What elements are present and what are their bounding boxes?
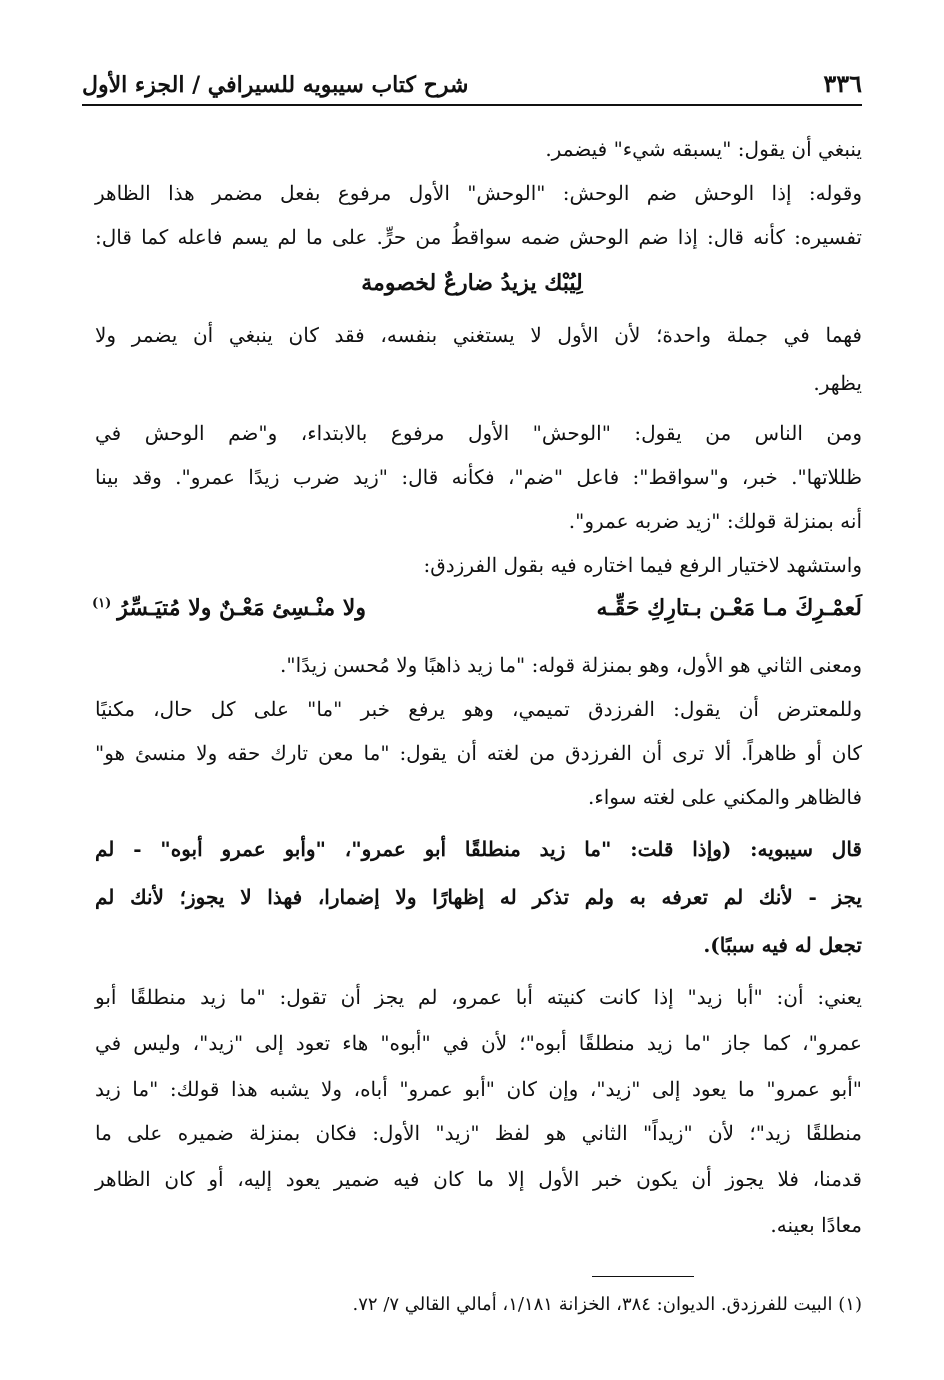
text-line: ومن الناس من يقول: "الوحش" الأول مرفوع بالابتداء، و"ضم الوحش في [95, 421, 862, 445]
poetry-verse [92, 586, 862, 630]
text-line: أنه بمنزلة قولك: "زيد ضربه عمرو". [568, 509, 862, 533]
quote-line: يجز - لأنك لم تعرفه به ولم تذكر له إظهارًا ولا إضمارا، فهذا لا يجوز؛ لأنك لم [95, 885, 862, 909]
running-header [82, 60, 862, 98]
page-number: ٣٣٦ [823, 69, 862, 98]
text-line: يظهر. [813, 371, 862, 395]
quote-line: تجعل له فيه سببًا). [703, 933, 862, 957]
text-line: تفسيره: كأنه قال: إذا ضم الوحش ضمه سواقطُ من حرٍّ. على ما لم يسم فاعله كما قال: [95, 225, 862, 249]
text-line: ظللاتها". خبر، و"سواقط": فاعل "ضم"، فكأنه قال: "زيد ضرب زيدًا عمرو". وقد بينا [95, 465, 862, 489]
text-line: كان أو ظاهراً. ألا ترى أن الفرزدق من لغته أن يقول: "ما معن تارك حقه ولا منسئ هو" [95, 741, 862, 765]
text-line: فهما في جملة واحدة؛ لأن الأول لا يستغني بنفسه، فقد كان ينبغي أن يضمر ولا [95, 323, 862, 347]
quote-line: قال سيبويه: (وإذا قلت: "ما زيد منطلقًا أبو عمرو"، "وأبو عمرو أبوه" - لم [95, 837, 862, 861]
verse-first-hemistich: لَعمْـرِكَ مـا مَعْـن بـتارِكِ حَقِّـه [596, 595, 862, 621]
text-line: معادًا بعينه. [770, 1213, 862, 1237]
footnote: (١) البيت للفرزدق. الديوان: ٣٨٤، الخزانة ١/١٨١، أمالي القالي ٧/ ٧٢. [352, 1294, 862, 1315]
running-title: شرح كتاب سيبويه للسيرافي / الجزء الأول [82, 72, 469, 98]
header-rule [82, 104, 862, 106]
footnote-marker: (١) [92, 595, 112, 611]
text-line: فالظاهر والمكني على لغته سواء. [587, 785, 862, 809]
verse-second-hemistich [92, 595, 366, 621]
text-line: وللمعترض أن يقول: الفرزدق تميمي، وهو يرفع خبر "ما" على كل حال، مكنيًا [95, 697, 862, 721]
text-line: منطلقًا زيد"؛ لأن "زيداً" الثاني هو لفظ "زيد" الأول: فكان بمنزلة ضميره على ما [95, 1121, 862, 1145]
text-line: عمرو"، كما جاز "ما زيد منطلقًا أبوه"؛ لأن في "أبوه" هاء تعود إلى "زيد"، وليس في [95, 1031, 862, 1055]
quoted-verse-fragment: لِيُبْك يزيدُ ضارعٌ لخصومة [361, 270, 583, 296]
footnote-separator [592, 1276, 694, 1277]
text-line: "أبو عمرو" ما يعود إلى "زيد"، وإن كان "أبو عمرو" أباه، ولا يشبه هذا قولك: "ما زيد [95, 1077, 862, 1101]
text-line: ومعنى الثاني هو الأول، وهو بمنزلة قوله: "ما زيد ذاهبًا ولا مُحسن زيدًا". [280, 653, 862, 677]
text-line: يعني: أن: "أبا زيد" إذا كانت كنيته أبا عمرو، لم يجز أن تقول: "ما زيد منطلقًا أبو [95, 985, 862, 1009]
text-line: قدمنا، فلا يجوز أن يكون خبر الأول إلا ما كان فيه ضمير يعود إليه، أو كان الظاهر [95, 1167, 862, 1191]
text-line: ينبغي أن يقول: "يسبقه شيء" فيضمر. [545, 137, 862, 161]
text-line: وقوله: إذا الوحش ضم الوحش: "الوحش" الأول مرفوع بفعل مضمر هذا الظاهر [95, 181, 862, 205]
verse-second-text: ولا منْـسِئ مَعْـنٌ ولا مُتيَـسِّرُ [117, 595, 366, 621]
text-line: واستشهد لاختيار الرفع فيما اختاره فيه بقول الفرزدق: [423, 553, 862, 577]
